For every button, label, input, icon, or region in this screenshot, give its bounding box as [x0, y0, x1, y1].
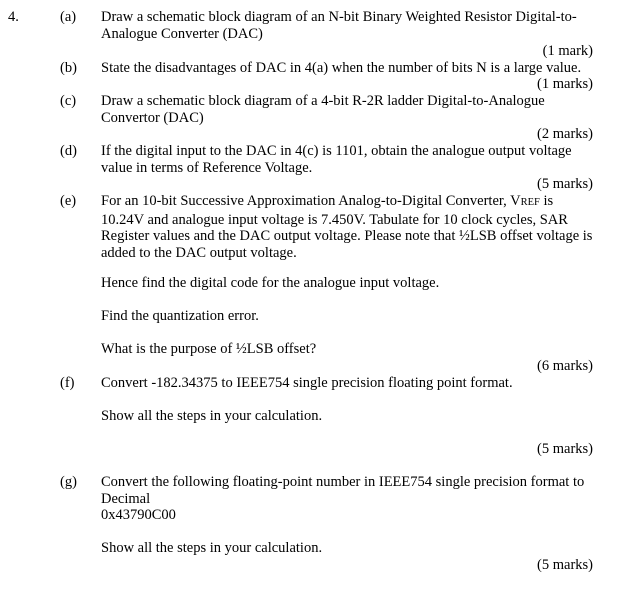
part-b-marks: (1 marks) — [537, 76, 593, 92]
part-g-text: Convert the following floating-point number in IEEE754 single precision format to Decimal 0x43790C00 — [101, 474, 601, 524]
hex-value: 0x43790C00 — [101, 507, 176, 523]
part-e-text: For an 10-bit Successive Approximation Analog-to-Digital Converter, VREF is 10.24V and analogue input voltage is 7.450V. Tabulate for 10 clock cycles, SAR Register values and the DAC output voltage. Please note that ½LSB offset voltage is added to the DAC output voltage. — [101, 193, 593, 261]
part-d-label: (d) — [60, 143, 77, 159]
part-e-purpose: What is the purpose of ½LSB offset? — [101, 341, 317, 357]
part-b-label: (b) — [60, 60, 77, 76]
part-a-marks: (1 mark) — [542, 43, 593, 59]
part-c-text: Draw a schematic block diagram of a 4-bit R-2R ladder Digital-to-Analogue Convertor (DAC) — [101, 93, 545, 126]
part-f-steps: Show all the steps in your calculation. — [101, 408, 323, 424]
vref-subscript: REF — [520, 197, 540, 208]
part-d-marks: (5 marks) — [537, 176, 593, 192]
part-g-marks: (5 marks) — [537, 557, 593, 573]
part-f-marks: (5 marks) — [537, 441, 593, 457]
part-a-text: Draw a schematic block diagram of an N-bit Binary Weighted Resistor Digital-to- Analogue Converter (DAC) — [101, 9, 577, 42]
part-e-hence: Hence find the digital code for the analogue input voltage. — [101, 275, 440, 291]
part-d-text: If the digital input to the DAC in 4(c) is 1101, obtain the analogue output voltage value in terms of Reference Voltage. — [101, 143, 572, 176]
part-e-marks: (6 marks) — [537, 358, 593, 374]
part-c-marks: (2 marks) — [537, 126, 593, 142]
part-g-steps: Show all the steps in your calculation. — [101, 540, 323, 556]
part-b-text: State the disadvantages of DAC in 4(a) when the number of bits N is a large value. — [101, 60, 582, 76]
part-f-label: (f) — [60, 375, 75, 391]
question-number: 4. — [8, 9, 19, 25]
part-e-label: (e) — [60, 193, 77, 209]
part-e-quant: Find the quantization error. — [101, 308, 259, 324]
part-c-label: (c) — [60, 93, 77, 109]
part-a-label: (a) — [60, 9, 77, 25]
part-f-text: Convert -182.34375 to IEEE754 single precision floating point format. — [101, 375, 513, 391]
part-g-label: (g) — [60, 474, 77, 490]
